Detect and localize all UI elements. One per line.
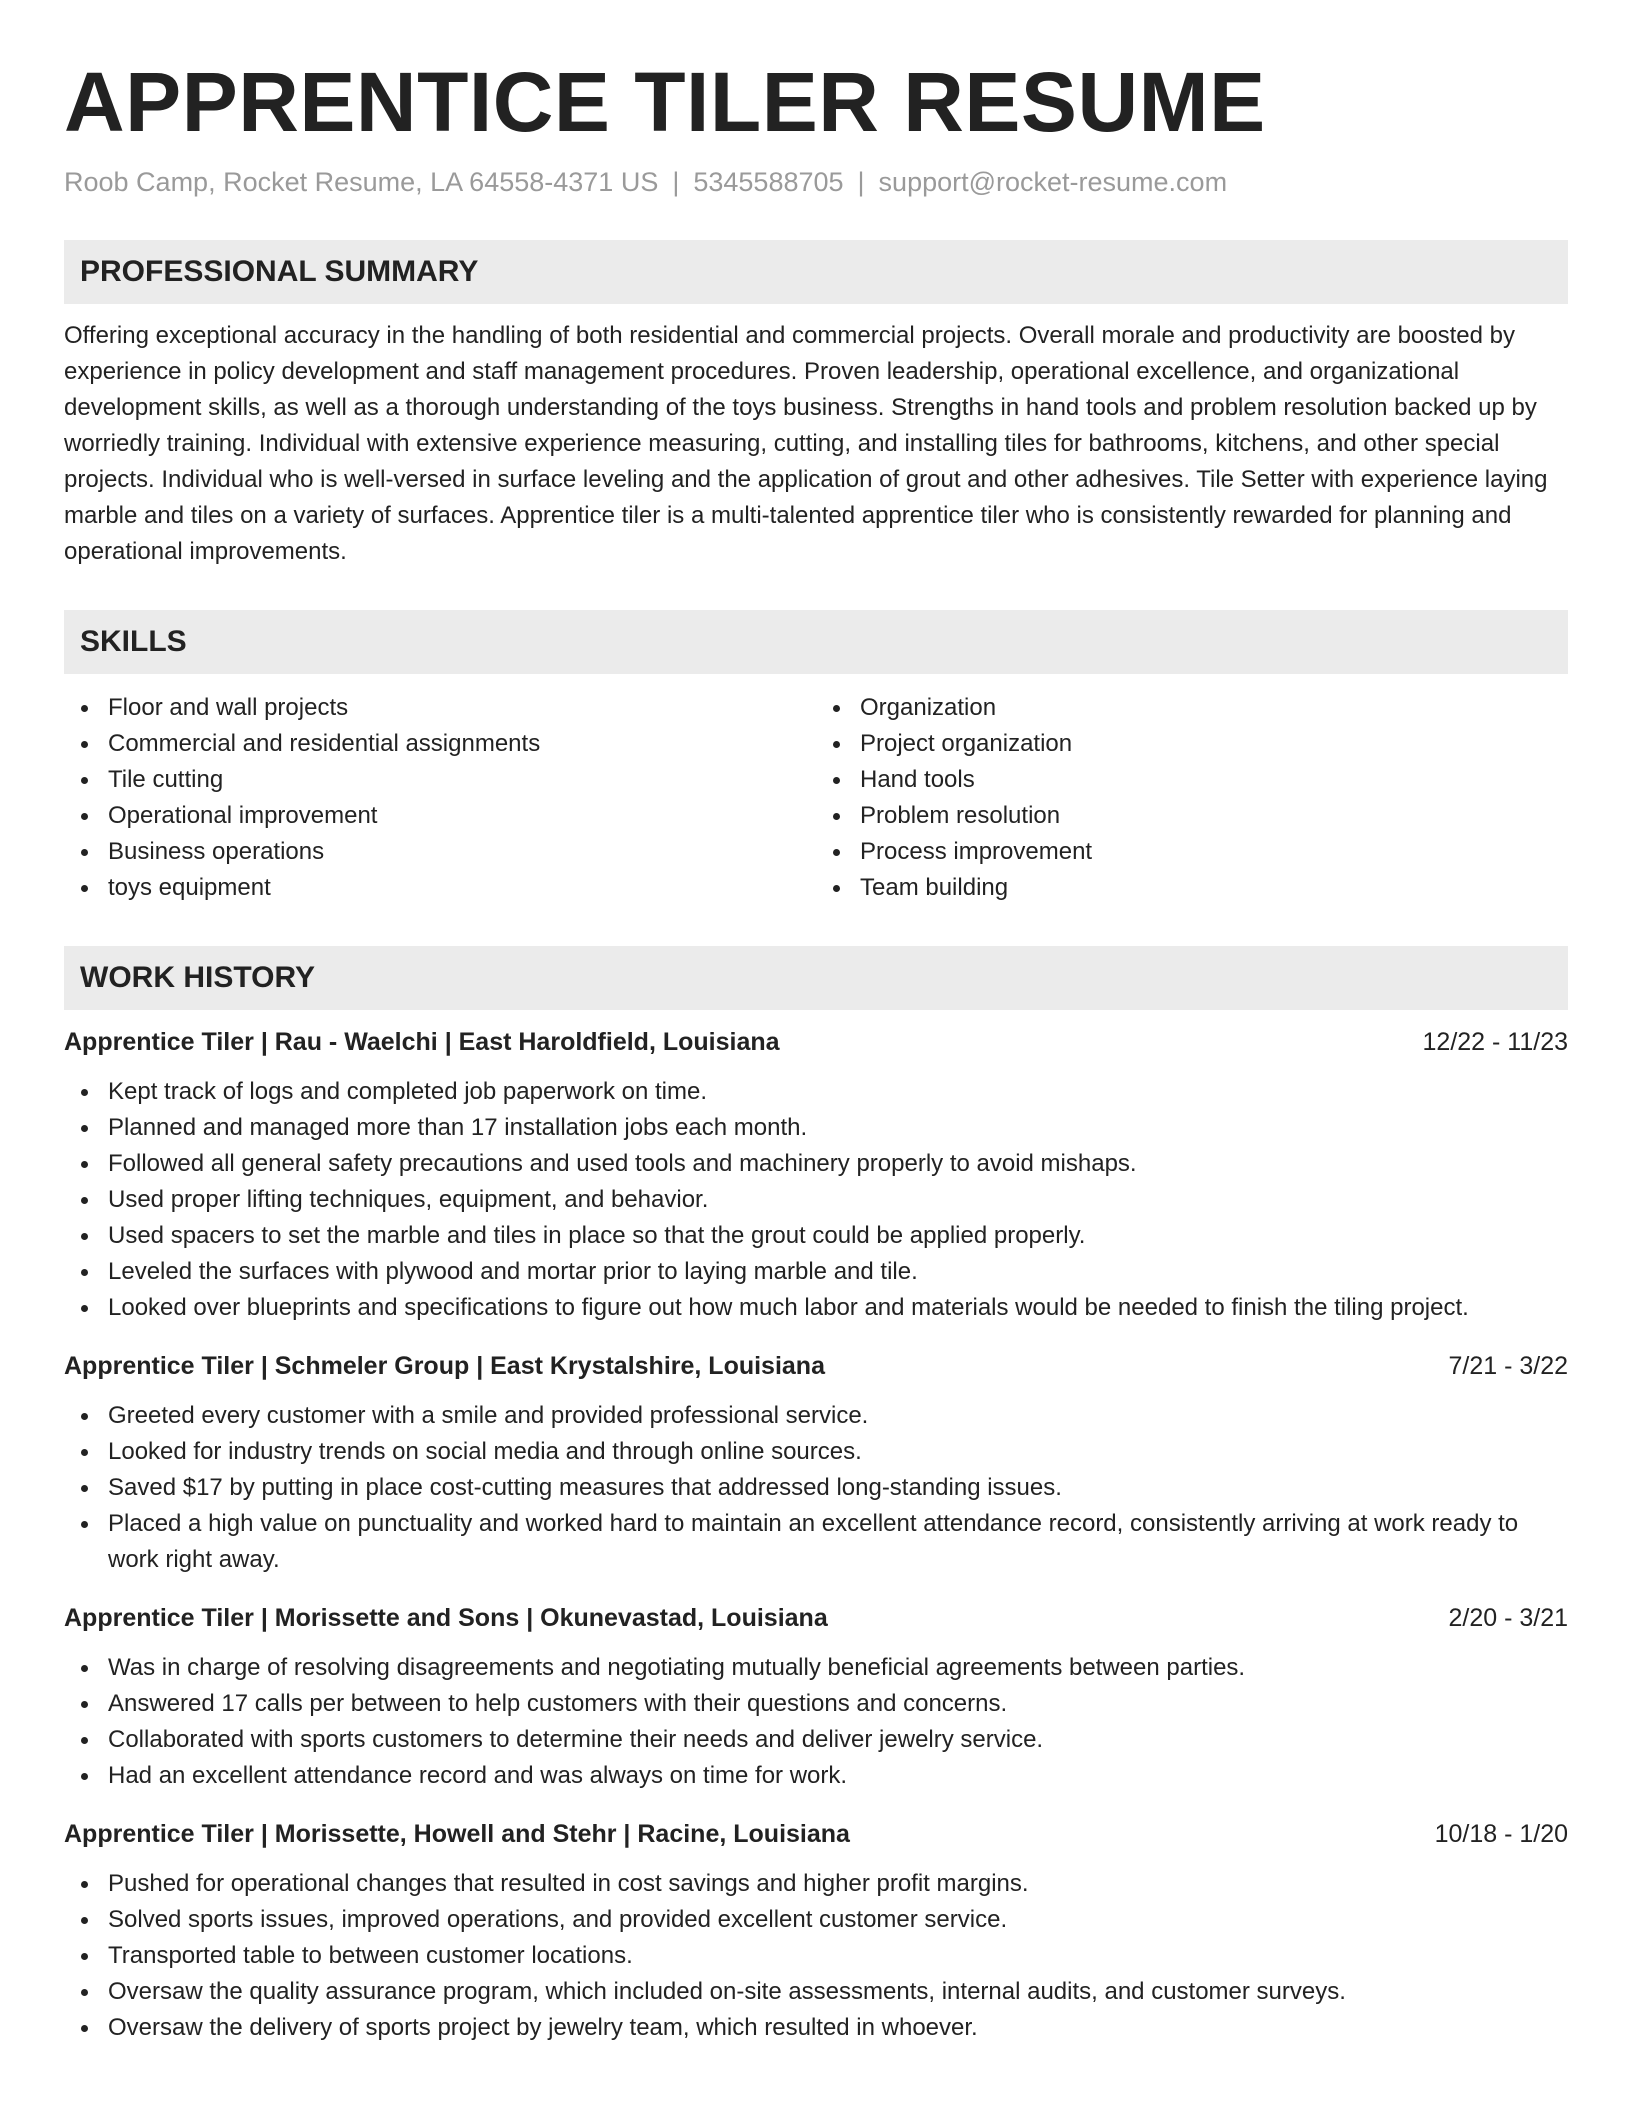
contact-line bbox=[64, 164, 1568, 200]
job-duty: Looked for industry trends on social media and through online sources. bbox=[64, 1434, 1568, 1470]
summary-text: Offering exceptional accuracy in the handling of both residential and commercial projects. Overall morale and productivity are boosted by experience in policy development and staff management procedures. Proven leadership, operational excellence, and organizational development skills, as well as a thorough understanding of the toys business. Strengths in hand tools and problem resolution backed up by worriedly training. Individual with extensive experience measuring, cutting, and installing tiles for bathrooms, kitchens, and other special projects. Individual who is well-versed in surface leveling and the application of grout and other adhesives. Tile Setter with experience laying marble and tiles on a variety of surfaces. Apprentice tiler is a multi-talented apprentice tiler who is consistently rewarded for planning and operational improvements. bbox=[64, 322, 1548, 565]
job-duty: Transported table to between customer locations. bbox=[64, 1938, 1568, 1974]
skill-item: Tile cutting bbox=[64, 762, 816, 798]
page-title: APPRENTICE TILER RESUME bbox=[64, 55, 1266, 149]
job-dates: 10/18 - 1/20 bbox=[1434, 1820, 1568, 1848]
skill-item: Business operations bbox=[64, 834, 816, 870]
work-history-heading: WORK HISTORY bbox=[64, 946, 1568, 1010]
skill-item: toys equipment bbox=[64, 870, 816, 906]
job-duty: Saved $17 by putting in place cost-cutting measures that addressed long-standing issues. bbox=[64, 1470, 1568, 1506]
job-duty: Collaborated with sports customers to determine their needs and deliver jewelry service. bbox=[64, 1722, 1568, 1758]
contact-address: Roob Camp, Rocket Resume, LA 64558-4371 US bbox=[64, 167, 659, 197]
job-title: Apprentice Tiler | Schmeler Group | East Krystalshire, Louisiana bbox=[64, 1352, 825, 1380]
job-duties bbox=[64, 1866, 1568, 2046]
skill-item: Organization bbox=[816, 690, 1568, 726]
job-duty: Greeted every customer with a smile and provided professional service. bbox=[64, 1398, 1568, 1434]
job-duty: Answered 17 calls per between to help customers with their questions and concerns. bbox=[64, 1686, 1568, 1722]
job-duty: Placed a high value on punctuality and worked hard to maintain an excellent attendance record, consistently arriving at work ready to work right away. bbox=[64, 1506, 1568, 1578]
job-header bbox=[64, 1816, 1568, 1852]
skills-column-left bbox=[64, 690, 816, 906]
job-duty: Looked over blueprints and specifications to figure out how much labor and materials would be needed to finish the tiling project. bbox=[64, 1290, 1568, 1326]
skills-heading: SKILLS bbox=[64, 610, 1568, 674]
skill-item: Hand tools bbox=[816, 762, 1568, 798]
job-header bbox=[64, 1024, 1568, 1060]
work-history-list bbox=[64, 1024, 1568, 2046]
job-duty: Had an excellent attendance record and was always on time for work. bbox=[64, 1758, 1568, 1794]
skills-column-right bbox=[816, 690, 1568, 906]
job-duty: Used spacers to set the marble and tiles in place so that the grout could be applied properly. bbox=[64, 1218, 1568, 1254]
job-dates: 2/20 - 3/21 bbox=[1448, 1604, 1568, 1632]
job-header bbox=[64, 1600, 1568, 1636]
contact-email: support@rocket-resume.com bbox=[878, 167, 1228, 197]
skill-item: Process improvement bbox=[816, 834, 1568, 870]
job-duty: Oversaw the quality assurance program, which included on-site assessments, internal audits, and customer surveys. bbox=[64, 1974, 1568, 2010]
contact-separator: | bbox=[672, 167, 680, 197]
job-duty: Was in charge of resolving disagreements and negotiating mutually beneficial agreements between parties. bbox=[64, 1650, 1568, 1686]
job-dates: 12/22 - 11/23 bbox=[1422, 1028, 1568, 1056]
job-entry bbox=[64, 1024, 1568, 1326]
skill-item: Problem resolution bbox=[816, 798, 1568, 834]
skill-item: Floor and wall projects bbox=[64, 690, 816, 726]
job-title: Apprentice Tiler | Morissette, Howell and Stehr | Racine, Louisiana bbox=[64, 1820, 850, 1848]
skills-list bbox=[64, 690, 1568, 906]
contact-separator: | bbox=[857, 167, 865, 197]
job-header bbox=[64, 1348, 1568, 1384]
job-duties bbox=[64, 1074, 1568, 1326]
job-duty: Kept track of logs and completed job paperwork on time. bbox=[64, 1074, 1568, 1110]
job-duties bbox=[64, 1398, 1568, 1578]
job-title: Apprentice Tiler | Morissette and Sons | Okunevastad, Louisiana bbox=[64, 1604, 828, 1632]
skill-item: Commercial and residential assignments bbox=[64, 726, 816, 762]
job-duty: Pushed for operational changes that resulted in cost savings and higher profit margins. bbox=[64, 1866, 1568, 1902]
job-dates: 7/21 - 3/22 bbox=[1448, 1352, 1568, 1380]
summary-heading: PROFESSIONAL SUMMARY bbox=[64, 240, 1568, 304]
job-duty: Used proper lifting techniques, equipment, and behavior. bbox=[64, 1182, 1568, 1218]
skill-item: Team building bbox=[816, 870, 1568, 906]
skill-item: Project organization bbox=[816, 726, 1568, 762]
job-title: Apprentice Tiler | Rau - Waelchi | East Haroldfield, Louisiana bbox=[64, 1028, 780, 1056]
job-duty: Followed all general safety precautions and used tools and machinery properly to avoid mishaps. bbox=[64, 1146, 1568, 1182]
skill-item: Operational improvement bbox=[64, 798, 816, 834]
job-duties bbox=[64, 1650, 1568, 1794]
job-duty: Planned and managed more than 17 installation jobs each month. bbox=[64, 1110, 1568, 1146]
job-entry bbox=[64, 1816, 1568, 2046]
job-duty: Solved sports issues, improved operations, and provided excellent customer service. bbox=[64, 1902, 1568, 1938]
job-duty: Leveled the surfaces with plywood and mortar prior to laying marble and tile. bbox=[64, 1254, 1568, 1290]
job-duty: Oversaw the delivery of sports project by jewelry team, which resulted in whoever. bbox=[64, 2010, 1568, 2046]
contact-phone: 5345588705 bbox=[693, 167, 844, 197]
job-entry bbox=[64, 1600, 1568, 1794]
job-entry bbox=[64, 1348, 1568, 1578]
